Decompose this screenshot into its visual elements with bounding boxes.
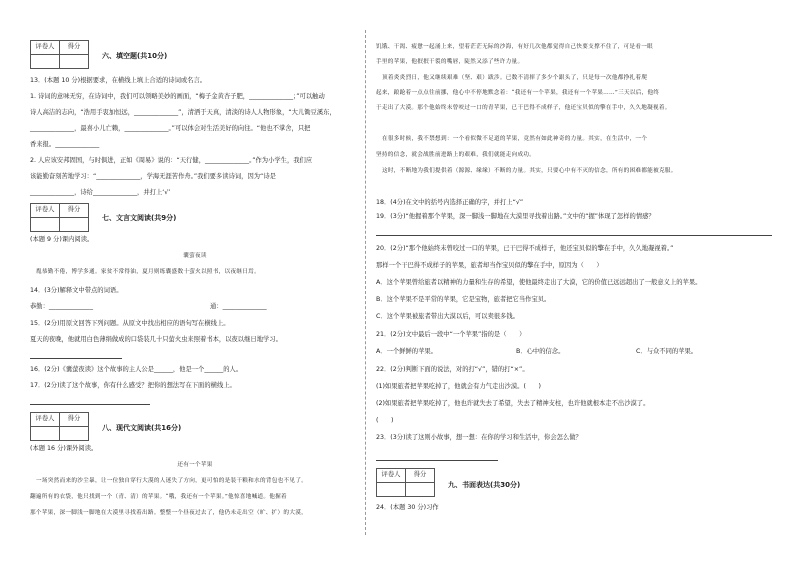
- question-text: 23．(3分)读了这则小故事，想一想：在你的学习和生活中，你会怎么做？: [376, 434, 582, 441]
- score-label: 评卷人: [377, 469, 406, 483]
- option-text: C．这个苹果被旅者带出大漠以后，可以卖很多钱。: [376, 313, 519, 320]
- score-box-9: [376, 468, 435, 497]
- question-text: 13．(本题 10 分)根据要求，在横线上填上合适的诗词或名言。: [30, 77, 207, 84]
- passage-text: 胤恭勤不倦，博学多通。家贫不常得油，夏月则练囊盛数十萤火以照书，以夜继日焉。: [36, 269, 260, 275]
- score-cell[interactable]: [31, 427, 60, 441]
- passage-text: 一场突然而来的沙尘暴，让一位独自穿行大漠的人迷失了方向，更可怕的是装干粮和水的背包也不见了。: [36, 478, 308, 484]
- score-cell[interactable]: [377, 483, 406, 497]
- score-label: 评卷人: [31, 41, 60, 55]
- score-box-8: [30, 412, 89, 441]
- question-text: 14．(3分)解释文中带点的词语。: [30, 287, 123, 294]
- question-text: 22．(2分)判断下面的说法，对的打“√”，错的打“×”。: [376, 366, 529, 373]
- option-text: A．这个苹果曾给旅者以精神的力量和生存的希望，使他最终走出了大漠，它的价值已远远超出了一般意义上的苹果。: [376, 279, 702, 286]
- question-text: 该能勤奋刻苦地学习：“______________，学海无涯苦作舟。”我们要多读诗词，因为“诗是: [30, 173, 276, 180]
- score-cell[interactable]: [31, 55, 60, 69]
- question-text: 那样一个干巴得不成样子的苹果，旅者却当作宝贝似的擎在手中，原因为（ ）: [376, 262, 603, 269]
- passage-title: 还有一个苹果: [177, 462, 213, 468]
- score-label: 评卷人: [31, 204, 60, 218]
- question-text: 20．(2分)“那个他始终未曾咬过一口的苹果，已干巴得不成样子，他还宝贝似的擎在手中，久久地凝视着。”: [376, 245, 674, 252]
- question-text: 夏天的夜晚，他就用白色薄绢做成的口袋装几十只萤火虫来照着书本，以夜以继日地学习。: [30, 336, 282, 343]
- score-label: 评卷人: [31, 413, 60, 427]
- question-text: (2)如果旅者把苹果吃掉了，他也许就失去了希望，失去了精神支柱，也许他就根本走不出沙漠了。: [376, 400, 650, 407]
- question-text: 2. 人应该安邦固国，与时俱进，正如《周易》说的：“天行健，______________。”作为小学生，我们应: [30, 157, 313, 164]
- passage-text: 于走出了大漠。那个他始终未曾咬过一口的青苹果，已干巴得不成样子，他还宝贝似的擎在手中，久久地凝视着。: [376, 105, 671, 111]
- question-text: (本题 16 分)课外阅读。: [30, 445, 98, 452]
- section-title: 六、填空题(共10分): [102, 52, 168, 60]
- score-cell[interactable]: [60, 218, 89, 232]
- column-divider: [365, 30, 366, 535]
- passage-text: 起来，踉跄着一点点往前挪，他心中不停地默念着：“我还有一个苹果，我还有一个苹果……”三天以后，他终: [376, 90, 660, 96]
- score-cell[interactable]: [31, 218, 60, 232]
- question-text: (1)如果旅者把苹果吃掉了，他就会有力气走出沙漠。( ): [376, 383, 541, 390]
- score-value-label: 得分: [60, 41, 89, 55]
- question-text: 1. 诗词的意味无穷，在诗词中，我们可以领略美妙的画面，“梅子金黄杏子肥，______________；”可以触动: [30, 93, 325, 100]
- section-title: 九、书面表达(共30分): [448, 481, 521, 489]
- answer-line[interactable]: [30, 358, 122, 359]
- question-text: 17．(2分)读了这个故事，你有什么感受？把你的想法写在下面的横线上。: [30, 382, 236, 389]
- passage-text: 顶着炎炎烈日，他又继续艰难（坚、艰）跋涉。已数不清摔了多少个跟头了，只是每一次他都挣扎着爬: [382, 75, 648, 81]
- passage-text: 那个苹果，深一脚浅一脚地在大漠里寻找着出路。整整一个昼夜过去了，他仍未走出空（旷、扩）的大漠，: [30, 510, 308, 516]
- question-text: 诗人高洁的志向，“浩用手衷加恒远，______________”，清洒于天真，清淡的诗人人物形象，“大儿锄豆溪东，: [30, 109, 336, 116]
- option-text: A．一个鲜鲜的苹果。: [376, 348, 437, 355]
- section-title: 八、现代文阅读(共16分): [102, 424, 182, 432]
- question-text: 通：______________: [210, 303, 267, 310]
- question-text: 16．(2分)《囊萤夜读》这个故事的主人公是______，他是一个______的人。: [30, 366, 243, 373]
- passage-text: 这时，不断地为我们提供着（源源、缘缘）不断的力量。其实，只要心中有不灭的信念，所有的困难都能被克服。: [382, 168, 677, 174]
- option-text: B．这个苹果不是平常的苹果，它是宝物，旅者把它当作宝贝。: [376, 296, 551, 303]
- question-text: 21．(2分)文中最后一段中“一个苹果”指的是（ ）: [376, 331, 526, 338]
- question-text: 24．(本题 30 分)习作: [376, 504, 439, 511]
- score-value-label: 得分: [60, 413, 89, 427]
- passage-text: 坚持的信念，就会战胜前进路上的艰难，我们就能走向成功。: [376, 152, 536, 158]
- passage-text: 手里的苹果，他抿抿干裂的嘴唇，陡然又添了些许力量。: [376, 59, 524, 65]
- question-text: ______________，诗给______________，并打上‘√’: [30, 189, 171, 196]
- question-text: 香来报。______________: [30, 141, 100, 148]
- score-cell[interactable]: [60, 55, 89, 69]
- option-text: C．与众不同的苹果。: [636, 348, 698, 355]
- score-value-label: 得分: [406, 469, 435, 483]
- passage-text: 饥饿、干渴、疲惫一起涌上来，望着茫茫无际的沙海，有好几次他都觉得自己快要支撑不住了，可是看一眼: [376, 44, 654, 50]
- passage-text: 在很多时候，我不禁想到：一个看似微不足道的苹果，竟然有如此神奇的力量。其实，在生活中，一个: [382, 136, 648, 142]
- question-text: (本题 9 分)课内阅读。: [30, 236, 94, 243]
- question-text: ______________，最喜小儿亡赖，______________。”可以体会对生活美好的向往。“他也不掌舍，只把: [30, 125, 311, 132]
- question-text: 恭勤：______________: [30, 303, 93, 310]
- question-text: 19．(3分)“他握着那个苹果，深一脚浅一脚地在大漠里寻找着出路。”文中的“握”体现了怎样的情感？: [376, 213, 655, 220]
- answer-line[interactable]: [376, 235, 772, 236]
- score-box-7: [30, 203, 89, 232]
- question-text: 15．(2分)用原文回答下列问题。从原文中找出相应的语句写在横线上。: [30, 320, 230, 327]
- score-cell[interactable]: [60, 427, 89, 441]
- section-title: 七、文言文阅读(共9分): [102, 214, 177, 222]
- score-box-6: [30, 40, 89, 69]
- answer-line[interactable]: [376, 460, 498, 461]
- score-cell[interactable]: [406, 483, 435, 497]
- score-value-label: 得分: [60, 204, 89, 218]
- question-text: ( ): [376, 417, 394, 424]
- answer-line[interactable]: [30, 404, 150, 405]
- question-text: 18．(4分)在文中的括号内选择正确的字，并打上“√”: [376, 199, 524, 206]
- passage-title: 囊萤夜读: [183, 253, 207, 259]
- passage-text: 翻遍所有的衣袋，他只找到一个（青、清）的苹果。“哦，我还有一个苹果。”他惊喜地喊道。他握着: [30, 494, 287, 500]
- option-text: B．心中的信念。: [516, 348, 565, 355]
